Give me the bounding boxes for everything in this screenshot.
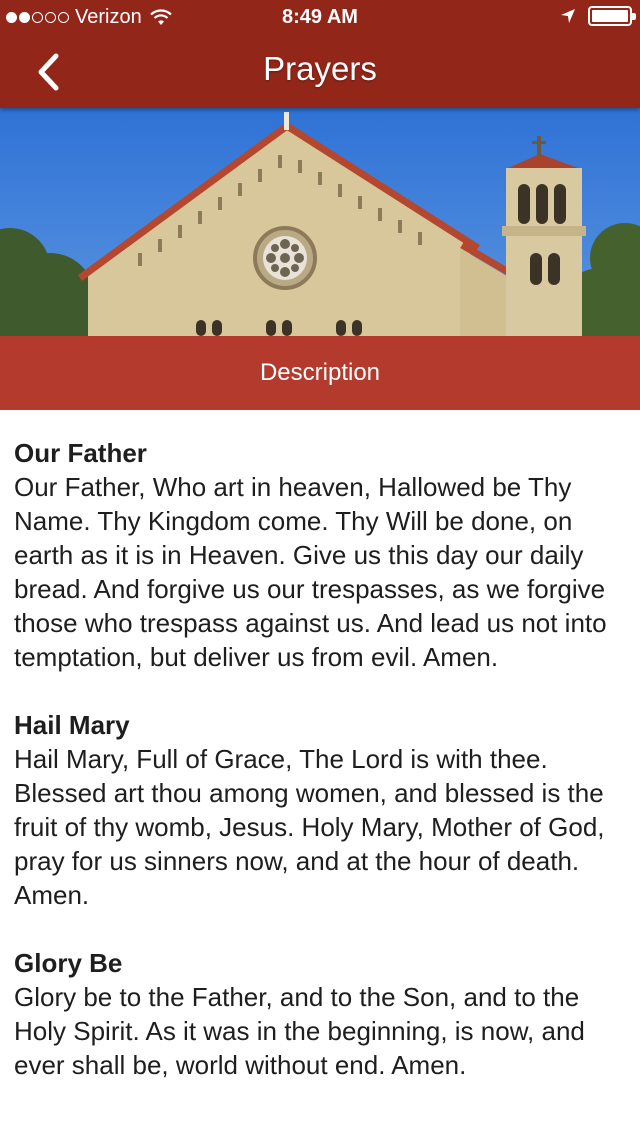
navigation-bar xyxy=(0,36,640,108)
status-bar xyxy=(0,0,640,36)
church-facade-photo xyxy=(0,108,640,336)
battery-icon xyxy=(588,6,632,26)
battery-nub xyxy=(632,13,636,20)
prayer-item xyxy=(14,708,626,912)
prayer-title: Hail Mary xyxy=(14,710,130,740)
prayer-item xyxy=(14,946,626,1082)
carrier-name: Verizon xyxy=(75,6,142,28)
battery-fill xyxy=(592,10,628,22)
church-image xyxy=(0,108,640,336)
prayers-list xyxy=(14,436,626,1116)
tab-description[interactable] xyxy=(0,336,640,410)
top-bar xyxy=(0,0,640,108)
prayer-item xyxy=(14,436,626,674)
prayer-text: Hail Mary, Full of Grace, The Lord is with thee. Blessed art thou among women, and blessed is the fruit of thy womb, Jesus. Holy Mary, Mother of God, pray for us sinners now, and at the hour of death. Amen. xyxy=(14,744,605,910)
prayer-text: Our Father, Who art in heaven, Hallowed be Thy Name. Thy Kingdom come. Thy Will be done, on earth as it is in Heaven. Give us this day our daily bread. And forgive us our trespasses, as we forgive those who trespass against us. And lead us not into temptation, but deliver us from evil. Amen. xyxy=(14,472,607,672)
status-right xyxy=(560,6,632,26)
location-arrow-icon xyxy=(560,8,576,24)
page-title: Prayers xyxy=(263,50,377,87)
status-time: 8:49 AM xyxy=(282,6,358,28)
prayer-title: Our Father xyxy=(14,438,147,468)
prayer-text: Glory be to the Father, and to the Son, and to the Holy Spirit. As it was in the beginning, is now, and ever shall be, world without end. Amen. xyxy=(14,982,585,1080)
prayer-title: Glory Be xyxy=(14,948,123,978)
tab-description-label: Description xyxy=(259,359,381,386)
